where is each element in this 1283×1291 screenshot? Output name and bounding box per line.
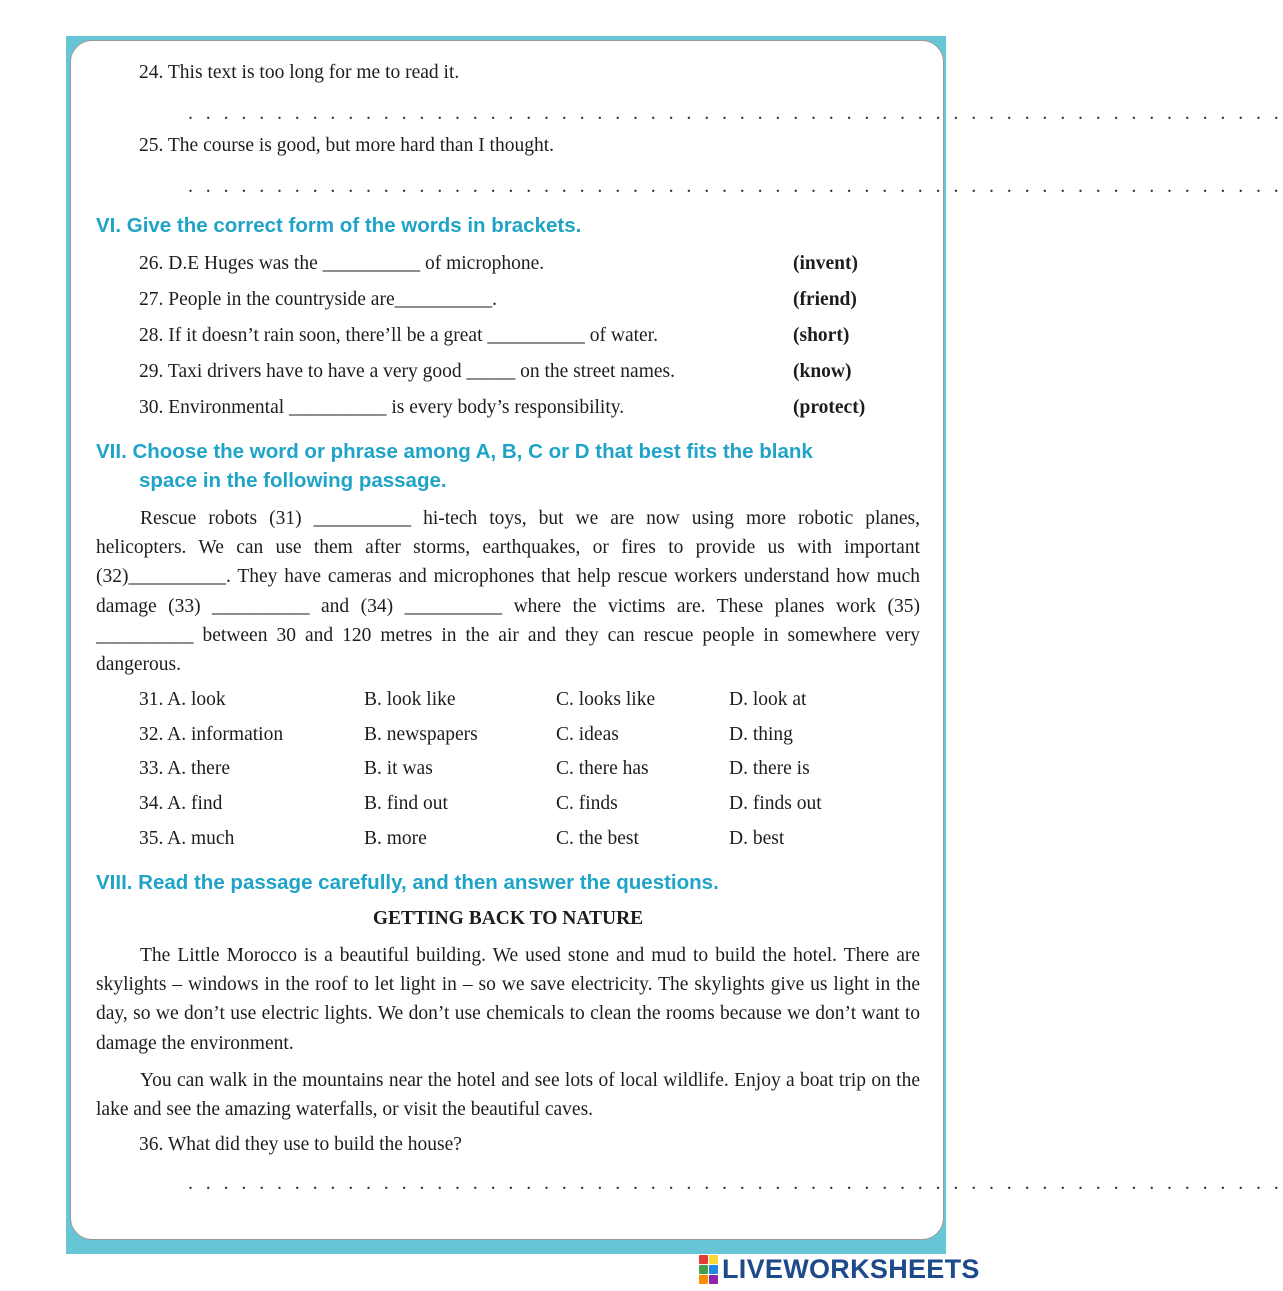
- nature-paragraph-1-text: The Little Morocco is a beautiful building. We used stone and mud to build the hotel. There are skylights – windows in the roof to let light in – so we save electricity. The skylights give us light in the day, so we don’t use electric lights. We don’t use chemicals to clean the rooms because we don’t want to damage the environment.: [96, 945, 920, 1054]
- option-33-b[interactable]: B. it was: [364, 758, 433, 779]
- item-27-word: (friend): [793, 289, 857, 310]
- logo-block: [709, 1265, 718, 1274]
- option-34-b[interactable]: B. find out: [364, 793, 448, 814]
- section-7-heading-cont: space in the following passage.: [139, 469, 447, 492]
- option-31-c[interactable]: C. looks like: [556, 689, 656, 710]
- nature-paragraph-2-text: You can walk in the mountains near the hotel and see lots of local wildlife. Enjoy a boat trip on the lake and see the amazing waterfalls, or visit the beautiful caves.: [96, 1070, 920, 1121]
- item-30-word: (protect): [793, 397, 866, 418]
- rescue-robots-passage: [96, 504, 920, 679]
- option-32-a[interactable]: 32. A. information: [139, 724, 284, 745]
- option-35-b[interactable]: B. more: [364, 828, 427, 849]
- answer-line-36[interactable]: . . . . . . . . . . . . . . . . . . . . . . . . . . . . . . . . . . . . . . . . . . . . . . . . . . . . . . . . . . . . . .: [188, 1172, 1283, 1194]
- passage-title: GETTING BACK TO NATURE: [372, 908, 644, 929]
- answer-line-24[interactable]: . . . . . . . . . . . . . . . . . . . . . . . . . . . . . . . . . . . . . . . . . . . . . . . . . . . . . . . . . . . . . .: [188, 102, 1283, 124]
- option-31-a[interactable]: 31. A. look: [139, 689, 226, 710]
- option-32-d[interactable]: D. thing: [729, 724, 793, 745]
- item-30: 30. Environmental __________ is every body’s responsibility.: [139, 397, 625, 418]
- option-33-c[interactable]: C. there has: [556, 758, 649, 779]
- option-33-d[interactable]: D. there is: [729, 758, 810, 779]
- section-6-heading: VI. Give the correct form of the words in brackets.: [96, 214, 582, 237]
- logo-text: LIVEWORKSHEETS: [722, 1253, 980, 1284]
- item-29-word: (know): [793, 361, 852, 382]
- option-31-b[interactable]: B. look like: [364, 689, 456, 710]
- rescue-robots-passage-text: Rescue robots (31) __________ hi-tech toys, but we are now using more robotic planes, helicopters. We can use them after storms, earthquakes, or fires to provide us with important (32)__________. They have cameras and microphones that help rescue workers understand how much damage (33) __________ and (34) __________ where the victims are. These planes work (35) __________ between 30 and 120 metres in the air and they can rescue people in somewhere very dangerous.: [96, 508, 920, 676]
- item-36: 36. What did they use to build the house?: [139, 1134, 462, 1155]
- item-26-word: (invent): [793, 253, 858, 274]
- option-33-a[interactable]: 33. A. there: [139, 758, 230, 779]
- logo-blocks-icon: [699, 1255, 718, 1284]
- nature-paragraph-2: [96, 1066, 920, 1124]
- option-32-c[interactable]: C. ideas: [556, 724, 619, 745]
- item-26: 26. D.E Huges was the __________ of microphone.: [139, 253, 545, 274]
- item-29: 29. Taxi drivers have to have a very good _____ on the street names.: [139, 361, 676, 382]
- option-35-d[interactable]: D. best: [729, 828, 785, 849]
- item-25: 25. The course is good, but more hard than I thought.: [139, 135, 555, 156]
- item-28-word: (short): [793, 325, 850, 346]
- logo-block: [699, 1255, 708, 1264]
- logo-block: [709, 1255, 718, 1264]
- item-24: 24. This text is too long for me to read it.: [139, 62, 460, 83]
- option-35-a[interactable]: 35. A. much: [139, 828, 235, 849]
- section-8-heading: VIII. Read the passage carefully, and then answer the questions.: [96, 871, 719, 894]
- option-34-c[interactable]: C. finds: [556, 793, 618, 814]
- option-31-d[interactable]: D. look at: [729, 689, 807, 710]
- nature-paragraph-1: [96, 941, 920, 1058]
- option-32-b[interactable]: B. newspapers: [364, 724, 478, 745]
- logo-block: [699, 1275, 708, 1284]
- item-27: 27. People in the countryside are__________.: [139, 289, 497, 310]
- section-7-heading: VII. Choose the word or phrase among A, B, C or D that best fits the blank: [96, 440, 813, 463]
- option-35-c[interactable]: C. the best: [556, 828, 639, 849]
- answer-line-25[interactable]: . . . . . . . . . . . . . . . . . . . . . . . . . . . . . . . . . . . . . . . . . . . . . . . . . . . . . . . . . . . . . .: [188, 175, 1283, 197]
- option-34-a[interactable]: 34. A. find: [139, 793, 223, 814]
- logo-block: [709, 1275, 718, 1284]
- option-34-d[interactable]: D. finds out: [729, 793, 822, 814]
- liveworksheets-logo: [699, 1254, 980, 1284]
- item-28: 28. If it doesn’t rain soon, there’ll be a great __________ of water.: [139, 325, 658, 346]
- logo-block: [699, 1265, 708, 1274]
